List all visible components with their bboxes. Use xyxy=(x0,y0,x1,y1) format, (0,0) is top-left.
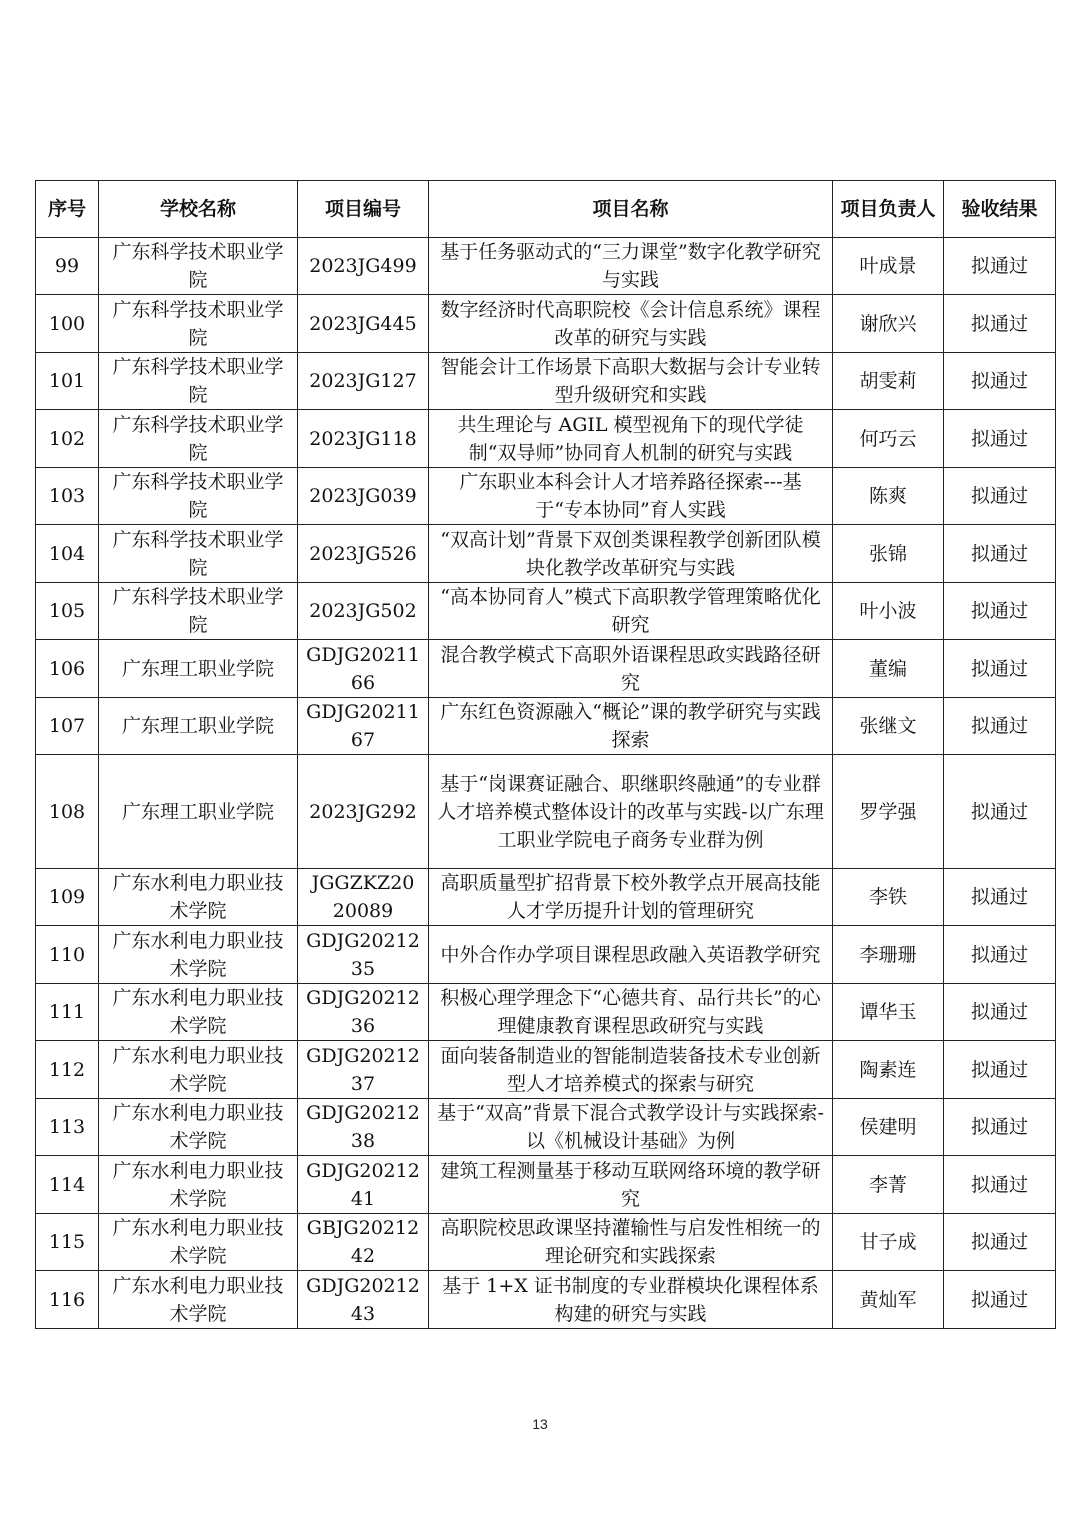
cell-school: 广东水利电力职业技术学院 xyxy=(99,1156,298,1214)
cell-no: 102 xyxy=(36,410,99,468)
cell-leader: 李珊珊 xyxy=(833,926,944,984)
cell-code: 2023JG292 xyxy=(298,755,429,869)
table-row xyxy=(36,410,1056,468)
cell-code: GDJG2021235 xyxy=(298,926,429,984)
cell-school: 广东水利电力职业技术学院 xyxy=(99,1099,298,1156)
cell-code: 2023JG445 xyxy=(298,295,429,353)
cell-project-name: 数字经济时代高职院校《会计信息系统》课程改革的研究与实践 xyxy=(429,295,833,353)
cell-result: 拟通过 xyxy=(944,238,1056,295)
cell-result: 拟通过 xyxy=(944,1271,1056,1329)
table-row xyxy=(36,869,1056,926)
cell-leader: 黄灿军 xyxy=(833,1271,944,1329)
cell-no: 113 xyxy=(36,1099,99,1156)
table-row xyxy=(36,698,1056,755)
cell-no: 104 xyxy=(36,525,99,583)
table-row xyxy=(36,1099,1056,1156)
cell-project-name: “高本协同育人”模式下高职教学管理策略优化研究 xyxy=(429,583,833,640)
cell-result: 拟通过 xyxy=(944,468,1056,525)
cell-school: 广东水利电力职业技术学院 xyxy=(99,1271,298,1329)
table-row xyxy=(36,583,1056,640)
table-row xyxy=(36,353,1056,410)
cell-no: 115 xyxy=(36,1214,99,1271)
table-row xyxy=(36,525,1056,583)
cell-no: 103 xyxy=(36,468,99,525)
cell-leader: 罗学强 xyxy=(833,755,944,869)
cell-school: 广东理工职业学院 xyxy=(99,755,298,869)
cell-leader: 叶小波 xyxy=(833,583,944,640)
cell-school: 广东科学技术职业学院 xyxy=(99,353,298,410)
cell-result: 拟通过 xyxy=(944,295,1056,353)
table-row xyxy=(36,1271,1056,1329)
cell-school: 广东科学技术职业学院 xyxy=(99,238,298,295)
cell-no: 116 xyxy=(36,1271,99,1329)
cell-leader: 张锦 xyxy=(833,525,944,583)
cell-code: 2023JG526 xyxy=(298,525,429,583)
cell-school: 广东科学技术职业学院 xyxy=(99,295,298,353)
cell-project-name: 高职质量型扩招背景下校外教学点开展高技能人才学历提升计划的管理研究 xyxy=(429,869,833,926)
cell-result: 拟通过 xyxy=(944,583,1056,640)
cell-code: GDJG2021238 xyxy=(298,1099,429,1156)
table-body xyxy=(36,238,1056,1329)
cell-code: GDJG2021167 xyxy=(298,698,429,755)
cell-no: 114 xyxy=(36,1156,99,1214)
cell-result: 拟通过 xyxy=(944,353,1056,410)
cell-code: GDJG2021241 xyxy=(298,1156,429,1214)
cell-result: 拟通过 xyxy=(944,698,1056,755)
cell-project-name: 智能会计工作场景下高职大数据与会计专业转型升级研究和实践 xyxy=(429,353,833,410)
header-code: 项目编号 xyxy=(298,181,429,238)
cell-leader: 董编 xyxy=(833,640,944,698)
cell-code: JGGZKZ2020089 xyxy=(298,869,429,926)
cell-project-name: 基于“双高”背景下混合式教学设计与实践探索-以《机械设计基础》为例 xyxy=(429,1099,833,1156)
cell-result: 拟通过 xyxy=(944,1156,1056,1214)
cell-leader: 何巧云 xyxy=(833,410,944,468)
cell-project-name: 高职院校思政课坚持灌输性与启发性相统一的理论研究和实践探索 xyxy=(429,1214,833,1271)
cell-project-name: 积极心理学理念下“心德共育、品行共长”的心理健康教育课程思政研究与实践 xyxy=(429,984,833,1041)
cell-no: 101 xyxy=(36,353,99,410)
cell-leader: 谢欣兴 xyxy=(833,295,944,353)
table-row xyxy=(36,238,1056,295)
project-acceptance-table xyxy=(35,180,1056,1329)
cell-project-name: 广东职业本科会计人才培养路径探索---基于“专本协同”育人实践 xyxy=(429,468,833,525)
cell-leader: 李铁 xyxy=(833,869,944,926)
cell-leader: 张继文 xyxy=(833,698,944,755)
cell-leader: 谭华玉 xyxy=(833,984,944,1041)
cell-school: 广东水利电力职业技术学院 xyxy=(99,869,298,926)
cell-result: 拟通过 xyxy=(944,410,1056,468)
header-no: 序号 xyxy=(36,181,99,238)
cell-result: 拟通过 xyxy=(944,640,1056,698)
cell-code: GDJG2021236 xyxy=(298,984,429,1041)
cell-result: 拟通过 xyxy=(944,1041,1056,1099)
table-header xyxy=(36,181,1056,238)
cell-code: GDJG2021166 xyxy=(298,640,429,698)
cell-project-name: 广东红色资源融入“概论”课的教学研究与实践探索 xyxy=(429,698,833,755)
cell-leader: 侯建明 xyxy=(833,1099,944,1156)
cell-code: GBJG2021242 xyxy=(298,1214,429,1271)
table-row xyxy=(36,640,1056,698)
table-row xyxy=(36,1214,1056,1271)
table-row xyxy=(36,295,1056,353)
cell-school: 广东科学技术职业学院 xyxy=(99,525,298,583)
cell-project-name: 基于 1+X 证书制度的专业群模块化课程体系构建的研究与实践 xyxy=(429,1271,833,1329)
cell-project-name: 基于任务驱动式的“三力课堂”数字化教学研究与实践 xyxy=(429,238,833,295)
cell-no: 109 xyxy=(36,869,99,926)
header-row xyxy=(36,181,1056,238)
cell-result: 拟通过 xyxy=(944,926,1056,984)
table-row xyxy=(36,984,1056,1041)
cell-project-name: 建筑工程测量基于移动互联网络环境的教学研究 xyxy=(429,1156,833,1214)
table-row xyxy=(36,755,1056,869)
cell-leader: 叶成景 xyxy=(833,238,944,295)
cell-school: 广东水利电力职业技术学院 xyxy=(99,1041,298,1099)
cell-leader: 李菁 xyxy=(833,1156,944,1214)
cell-leader: 胡雯莉 xyxy=(833,353,944,410)
cell-code: 2023JG127 xyxy=(298,353,429,410)
header-leader: 项目负责人 xyxy=(833,181,944,238)
cell-school: 广东理工职业学院 xyxy=(99,640,298,698)
cell-leader: 陈爽 xyxy=(833,468,944,525)
cell-result: 拟通过 xyxy=(944,755,1056,869)
cell-school: 广东理工职业学院 xyxy=(99,698,298,755)
cell-leader: 甘子成 xyxy=(833,1214,944,1271)
cell-school: 广东水利电力职业技术学院 xyxy=(99,1214,298,1271)
cell-no: 107 xyxy=(36,698,99,755)
header-school: 学校名称 xyxy=(99,181,298,238)
cell-result: 拟通过 xyxy=(944,984,1056,1041)
cell-no: 108 xyxy=(36,755,99,869)
cell-school: 广东科学技术职业学院 xyxy=(99,410,298,468)
table-row xyxy=(36,1156,1056,1214)
table-row xyxy=(36,926,1056,984)
cell-leader: 陶素连 xyxy=(833,1041,944,1099)
cell-no: 111 xyxy=(36,984,99,1041)
cell-result: 拟通过 xyxy=(944,525,1056,583)
cell-school: 广东科学技术职业学院 xyxy=(99,468,298,525)
table-row xyxy=(36,468,1056,525)
cell-code: 2023JG502 xyxy=(298,583,429,640)
cell-no: 106 xyxy=(36,640,99,698)
cell-no: 105 xyxy=(36,583,99,640)
cell-project-name: 共生理论与 AGIL 模型视角下的现代学徒制“双导师”协同育人机制的研究与实践 xyxy=(429,410,833,468)
table-row xyxy=(36,1041,1056,1099)
cell-project-name: 中外合作办学项目课程思政融入英语教学研究 xyxy=(429,926,833,984)
cell-code: 2023JG499 xyxy=(298,238,429,295)
cell-project-name: 混合教学模式下高职外语课程思政实践路径研究 xyxy=(429,640,833,698)
header-result: 验收结果 xyxy=(944,181,1056,238)
cell-result: 拟通过 xyxy=(944,869,1056,926)
header-name: 项目名称 xyxy=(429,181,833,238)
cell-no: 100 xyxy=(36,295,99,353)
cell-result: 拟通过 xyxy=(944,1099,1056,1156)
cell-no: 110 xyxy=(36,926,99,984)
cell-project-name: 面向装备制造业的智能制造装备技术专业创新型人才培养模式的探索与研究 xyxy=(429,1041,833,1099)
cell-code: GDJG2021243 xyxy=(298,1271,429,1329)
cell-school: 广东水利电力职业技术学院 xyxy=(99,984,298,1041)
cell-project-name: “双高计划”背景下双创类课程教学创新团队模块化教学改革研究与实践 xyxy=(429,525,833,583)
cell-no: 99 xyxy=(36,238,99,295)
cell-code: GDJG2021237 xyxy=(298,1041,429,1099)
cell-school: 广东科学技术职业学院 xyxy=(99,583,298,640)
cell-project-name: 基于“岗课赛证融合、职继职终融通”的专业群人才培养模式整体设计的改革与实践-以广东理工职业学院电子商务专业群为例 xyxy=(429,755,833,869)
page-number: 13 xyxy=(532,1416,548,1432)
cell-code: 2023JG118 xyxy=(298,410,429,468)
cell-code: 2023JG039 xyxy=(298,468,429,525)
cell-school: 广东水利电力职业技术学院 xyxy=(99,926,298,984)
cell-no: 112 xyxy=(36,1041,99,1099)
cell-result: 拟通过 xyxy=(944,1214,1056,1271)
